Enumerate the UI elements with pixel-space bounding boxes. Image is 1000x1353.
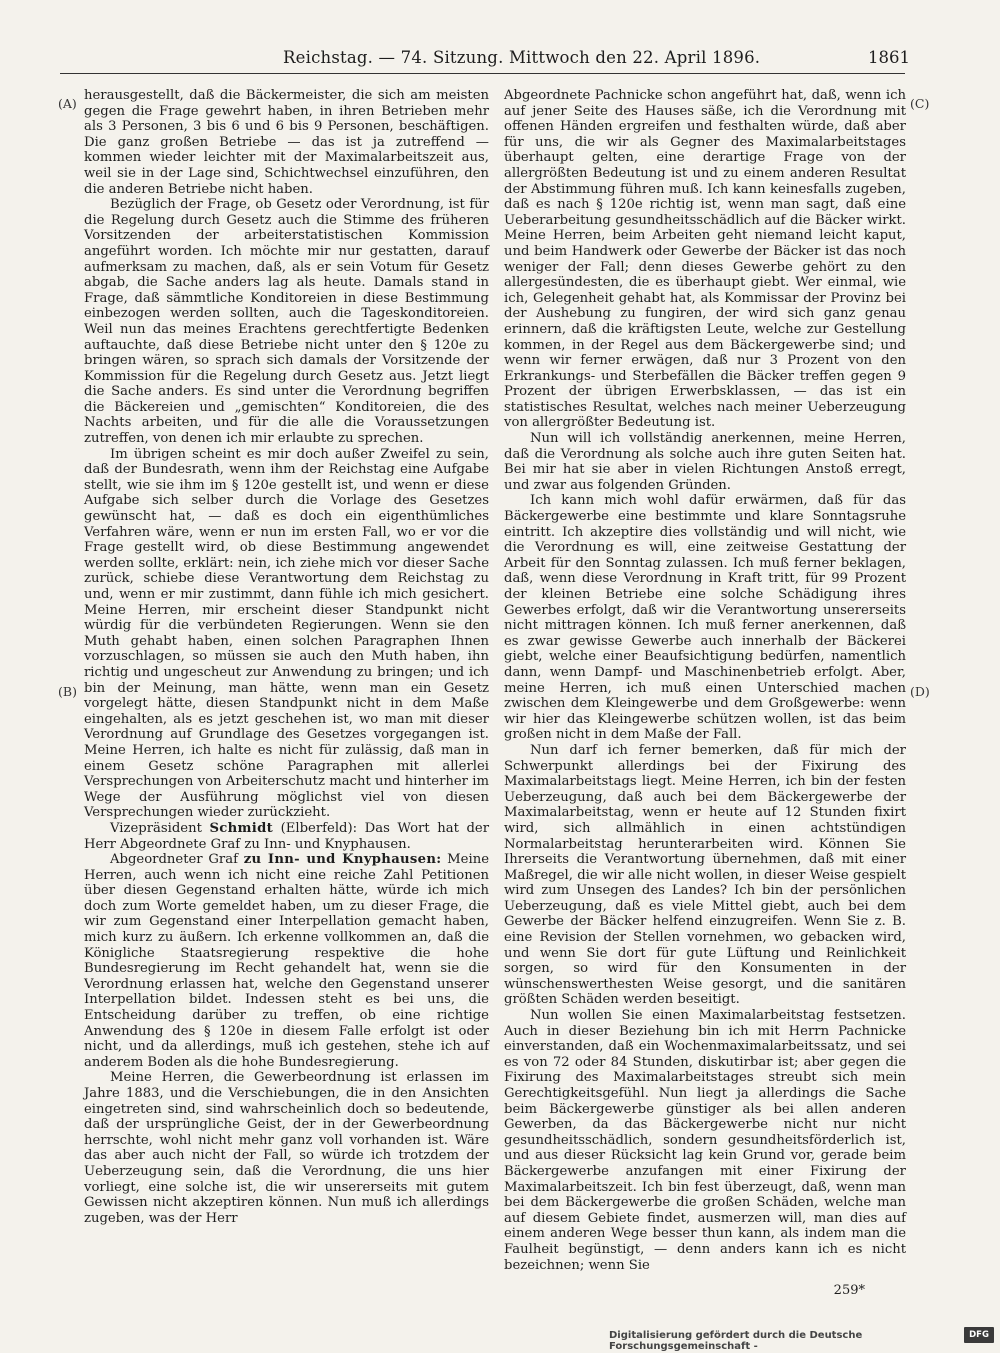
speaker-paragraph xyxy=(84,852,489,1070)
speaker-text: (Elberfeld): Das Wort hat der Herr Abgeordnete Graf zu Inn- und Knyphausen. xyxy=(84,820,489,852)
speaker-name: Schmidt xyxy=(209,820,274,836)
speaker-name: zu Inn- und Knyphausen: xyxy=(243,852,442,868)
paragraph: Nun will ich vollständig anerkennen, meine Herren, daß die Verordnung als solche auch ihre guten Seiten hat. Bei mir hat sie aber in vielen Richtungen Anstoß erregt, und zwar aus folgenden Gründen. xyxy=(504,431,906,493)
speaker-paragraph xyxy=(84,821,489,852)
margin-marker-b: (B) xyxy=(58,684,77,699)
page-number: 1861 xyxy=(868,48,910,67)
running-header xyxy=(0,42,1000,70)
speaker-text: Meine Herren, auch wenn ich nicht eine reiche Zahl Petitionen über diesen Gegenstand erhalten hätte, würde ich mich doch zum Worte gemeldet haben, um zu dieser Frage, die wir zum Gegenstand einer Interpellation gemacht haben, mich kurz zu äußern. Ich erkenne vollkommen an, daß die Königliche Staatsregierung respektive die hohe Bundesregierung im Recht gehandelt hat, wenn sie die Verordnung erlassen hat, welche den Gegenstand unserer Interpellation bildet. Indessen steht es bei uns, die Entscheidung darüber zu treffen, ob eine richtige Anwendung des § 120e in diesem Falle erfolgt ist oder nicht, und da allerdings, muß ich gestehen, stehe ich auf anderem Boden als die hohe Bundesregierung. xyxy=(84,852,490,1070)
paragraph: Bezüglich der Frage, ob Gesetz oder Verordnung, ist für die Regelung durch Gesetz auch die Stimme des früheren Vorsitzenden der arbeiterstatistischen Kommission angeführt worden. Ich möchte mir nur gestatten, darauf aufmerksam zu machen, daß, als er sein Votum für Gesetz abgab, die Sache anders lag als heute. Damals stand in Frage, daß sämmtliche Konditoreien in diese Bestimmung einbezogen werden sollten, auch die Tageskonditoreien. Weil nun das meines Erachtens gerechtfertigte Bedenken auftauchte, daß diese Betriebe nicht unter den § 120e zu bringen wären, so sprach sich damals der Vorsitzende der Kommission für die Regelung durch Gesetz aus. Jetzt liegt die Sache anders. Es sind unter die Verordnung begriffen die Bäckereien und „gemischten“ Konditoreien, die des Nachts arbeiten, und für die alle die Voraussetzungen zutreffen, von denen ich mir erlaubte zu sprechen. xyxy=(84,197,489,447)
header-rule xyxy=(60,73,905,74)
paragraph: Nun wollen Sie einen Maximalarbeitstag festsetzen. Auch in dieser Beziehung bin ich mit Herrn Pachnicke einverstanden, daß ein Wochenmaximalarbeitssatz, und sei es von 72 oder 84 Stunden, diskutirbar ist; aber gegen die Fixirung des Maximalarbeitstages streubt sich mein Gerechtigkeitsgefühl. Nun liegt ja allerdings die Sache beim Bäckergewerbe günstiger als bei allen anderen Gewerben, da das Bäckergewerbe nicht nur nicht gesundheitsschädlich, sondern gesundheitsförderlich ist, und aus dieser Rücksicht lag kein Grund vor, gerade beim Bäckergewerbe anzufangen mit einer Fixirung der Maximalarbeitszeit. Ich bin fest überzeugt, daß, wenn man bei dem Bäckergewerbe die großen Schäden, welche man auf diesem Gebiete findet, ausmerzen will, man dies auf einem anderen Wege besser thun kann, als indem man die Faulheit begünstigt, — denn anders kann ich es nicht bezeichnen; wenn Sie xyxy=(504,1008,906,1273)
paragraph: herausgestellt, daß die Bäckermeister, die sich am meisten gegen die Frage gewehrt haben, in ihren Betrieben mehr als 3 Personen, 3 bis 6 und 6 bis 9 Personen, beschäftigen. Die ganz großen Betriebe — das ist ja zutreffend — kommen wieder leichter mit der Maximalarbeitszeit aus, weil sie in der Lage sind, Schichtwechsel einzuführen, den die anderen Betriebe nicht haben. xyxy=(84,88,489,197)
footer-credit: Digitalisierung gefördert durch die Deutsche Forschungsgemeinschaft - xyxy=(609,1330,863,1352)
margin-marker-a: (A) xyxy=(58,96,77,111)
margin-marker-d: (D) xyxy=(910,684,930,699)
paragraph: Nun darf ich ferner bemerken, daß für mich der Schwerpunkt allerdings bei der Fixirung des Maximalarbeitstags liegt. Meine Herren, ich bin der festen Ueberzeugung, daß auch bei dem Bäckergewerbe der Maximalarbeitstag, wenn er heute auf 12 Stunden fixirt wird, sich allmählich in einen achtstündigen Normalarbeitstag herunterarbeiten wird. Können Sie Ihrerseits die Verantwortung übernehmen, daß mit einer Maßregel, die wir alle nicht wollen, in dieser Weise gespielt wird zum Unsegen des Landes? Ich bin der persönlichen Ueberzeugung, daß es viele Mittel giebt, auch bei dem Gewerbe der Bäcker helfend einzugreifen. Wenn Sie z. B. eine Revision der Stellen vornehmen, wo gebacken wird, und wenn Sie dort für gute Lüftung und Reinlichkeit sorgen, so wird für den Konsumenten in der wünschenswerthesten Weise gesorgt, und die sanitären größten Schäden werden beseitigt. xyxy=(504,742,906,1008)
paragraph: Im übrigen scheint es mir doch außer Zweifel zu sein, daß der Bundesrath, wenn ihm der Reichstag eine Aufgabe stellt, wie sie ihm im § 120e gestellt ist, und wenn er diese Aufgabe sich selber durch die Vorlage des Gesetzes gewünscht hat, — daß es doch ein eigenthümliches Verfahren wäre, wenn er nun im ersten Fall, wo er vor die Frage gestellt wird, ob diese Bestimmung angewendet werden sollte, erklärt: nein, ich ziehe mich vor dieser Sache zurück, schiebe diese Verantwortung dem Reichstag zu und, wenn er mir zustimmt, dann fühle ich mich gesichert. Meine Herren, mir erscheint dieser Standpunkt nicht würdig für die verbündeten Regierungen. Wenn sie den Muth gehabt haben, einen solchen Paragraphen Ihnen vorzuschlagen, so müssen sie auch den Muth haben, ihn richtig und ungescheut zur Anwendung zu bringen; und ich bin der Meinung, man hätte, wenn man ein Gesetz vorgelegt hätte, diesen Standpunkt nicht in dem Maße eingehalten, als es jetzt geschehen ist, wo man mit dieser Verordnung auf Grundlage des Gesetzes vorgegangen ist. Meine Herren, ich halte es nicht für zulässig, daß man in einem Gesetz schöne Paragraphen mit allerlei Versprechungen von Arbeiterschutz macht und hinterher im Wege der Ausführung möglichst viel von diesen Versprechungen wieder zurückzieht. xyxy=(84,446,489,821)
speaker-role: Vizepräsident xyxy=(110,820,210,836)
speaker-role: Abgeordneter Graf xyxy=(110,852,244,868)
margin-marker-c: (C) xyxy=(910,96,930,111)
left-column xyxy=(84,88,489,1226)
running-title: Reichstag. — 74. Sitzung. Mittwoch den 22. April 1896. xyxy=(283,48,761,67)
paragraph: Ich kann mich wohl dafür erwärmen, daß für das Bäckergewerbe eine bestimmte und klare Sonntagsruhe eintritt. Ich akzeptire dies vollständig und will nicht, wie die Verordnung es will, eine zeitweise Gestattung der Arbeit für den Sonntag zulassen. Ich muß ferner beklagen, daß, wenn diese Verordnung in Kraft tritt, für 99 Prozent der kleinen Betriebe eine solche Schädigung ihres Gewerbes erfolgt, daß wir die Verantwortung unsererseits nicht mittragen können. Ich muß ferner anerkennen, daß es zwar gewisse Gewerbe auch innerhalb der Bäckerei giebt, welche einer Beaufsichtigung bedürfen, namentlich dann, wenn Dampf- und Maschinenbetrieb erfolgt. Aber, meine Herren, ich muß einen Unterschied machen zwischen dem Kleingewerbe und dem Großgewerbe: wenn wir hier das Kleingewerbe schützen wollen, ist das beim großen nicht in dem Maße der Fall. xyxy=(504,493,906,743)
paragraph: Meine Herren, die Gewerbeordnung ist erlassen im Jahre 1883, und die Verschiebungen, die in den Ansichten eingetreten sind, sind wahrscheinlich doch so bedeutende, daß der ursprüngliche Geist, der in der Gewerbeordnung herrschte, wohl nicht mehr ganz voll vorhanden ist. Wäre das aber auch nicht der Fall, so würde ich trotzdem der Ueberzeugung sein, daß die Verordnung, die uns hier vorliegt, eine solche ist, die wir unsererseits mit gutem Gewissen nicht akzeptiren können. Nun muß ich allerdings zugeben, was der Herr xyxy=(84,1070,489,1226)
dfg-logo-icon: DFG xyxy=(964,1327,994,1343)
paragraph: Abgeordnete Pachnicke schon angeführt hat, daß, wenn ich auf jener Seite des Hauses säße, ich die Verordnung mit offenen Händen ergreifen und festhalten würde, daß aber für uns, die wir als Gegner des Maximalarbeitstages überhaupt gelten, eine derartige Frage von der allergrößten Bedeutung ist und zu einem anderen Resultat der Abstimmung führen muß. Ich kann keinesfalls zugeben, daß es nach § 120e richtig ist, wenn man sagt, daß eine Ueberarbeitung gesundheitsschädlich auf die Bäcker wirkt. Meine Herren, beim Arbeiten geht niemand leicht kaput, und beim Handwerk oder Gewerbe der Bäcker ist das noch weniger der Fall; denn dieses Gewerbe gehört zu den allergesündesten, die es überhaupt giebt. Wer einmal, wie ich, Gelegenheit gehabt hat, als Kommissar der Provinz bei der Aushebung zu fungiren, der wird sich ganz genau erinnern, daß die kräftigsten Leute, welche zur Gestellung kommen, in der Regel aus dem Bäckergewerbe sind; und wenn wir ferner erwägen, daß nur 3 Prozent von den Erkrankungs- und Sterbefällen die Bäcker treffen gegen 9 Prozent der übrigen Erwerbsklassen, — das ist ein statistisches Resultat, welches nach meiner Ueberzeugung von allergrößter Bedeutung ist. xyxy=(504,88,906,431)
signature-mark: 259* xyxy=(833,1283,865,1298)
right-column xyxy=(504,88,906,1273)
